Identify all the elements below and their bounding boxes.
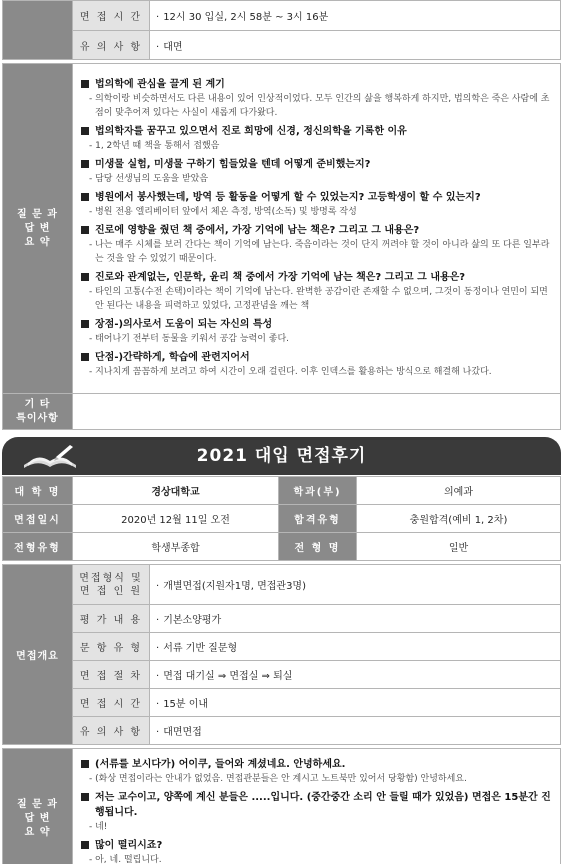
- qa-item: [81, 124, 552, 153]
- qa-label-line: 질 문 과: [17, 798, 58, 810]
- answer: - 지나치게 꼼꼼하게 보려고 하여 시간이 오래 걸린다. 이후 인덱스를 활용하는 방식으로 해결해 나갔다.: [81, 365, 552, 379]
- value-evaluation: · 기본소양평가: [150, 605, 561, 633]
- label-line: 면접형식 및: [79, 572, 143, 584]
- question: 단점-)간략하게, 학습에 관련지어서: [95, 351, 250, 363]
- value-precautions: · 대면면접: [150, 717, 561, 745]
- question: 미생물 실험, 미생물 구하기 힘들었을 텐데 어떻게 준비했는지?: [95, 158, 371, 170]
- qa-label: [3, 64, 73, 394]
- value-interview-date: 2020년 12월 11일 오전: [73, 505, 279, 533]
- answer: - 아, 네. 떨립니다.: [81, 853, 552, 864]
- qa-item: [81, 270, 552, 313]
- question: 법의학에 관심을 끌게 된 계기: [95, 78, 225, 90]
- qa-item: [81, 190, 552, 219]
- qa-label-line: 답 변: [24, 812, 51, 824]
- info-table: [2, 476, 561, 561]
- answer: - 의학이랑 비슷하면서도 다른 내용이 있어 인상적이었다. 모두 인간의 삶을 행복하게 하지만, 법의학은 죽은 사람에 초점이 맞추어져 있다는 사실이 새롭게 다가왔다.: [81, 92, 552, 120]
- answer: - 병원 전용 엘리베이터 앞에서 체온 측정, 방역(소독) 및 방명록 작성: [81, 205, 552, 219]
- title-banner: [2, 437, 561, 475]
- etc-value: [73, 394, 561, 430]
- question: 장점-)의사로서 도움이 되는 자신의 특성: [95, 318, 273, 330]
- answer: - (화상 면접이라는 안내가 없었음. 면접관분들은 안 계시고 노트북만 있어서 당황함) 안녕하세요.: [81, 772, 552, 786]
- label-university: 대 학 명: [3, 477, 73, 505]
- question: (서류를 보시다가) 어이쿠, 들어와 계셨네요. 안녕하세요.: [95, 759, 346, 770]
- question: 저는 교수이고, 양쪽에 계신 분들은 .....입니다. (중간중간 소리 안 들릴 때가 있었음) 면접은 15분간 진행됩니다.: [95, 792, 551, 818]
- etc-label: [3, 394, 73, 430]
- etc-label-line: 기 타: [24, 398, 51, 410]
- value-department: 의예과: [357, 477, 561, 505]
- top-info-table: [2, 0, 561, 60]
- square-bullet-icon: [81, 193, 89, 201]
- answer: - 담당 선생님의 도움을 받았음: [81, 172, 552, 186]
- overview-table: [2, 564, 561, 745]
- label-question-type: 문 항 유 형: [73, 633, 150, 661]
- value-interview-time: · 12시 30 입실, 2시 58분 ~ 3시 16분: [150, 1, 561, 31]
- qa-label-line: 요 약: [24, 826, 51, 838]
- label-admission-result: 합격유형: [279, 505, 357, 533]
- square-bullet-icon: [81, 127, 89, 135]
- qa-item: [81, 77, 552, 120]
- answer: - 태어나기 전부터 동물을 키워서 공감 능력이 좋다.: [81, 332, 552, 346]
- question: 법의학자를 꿈꾸고 있으면서 진로 희망에 신경, 정신의학을 기록한 이유: [95, 125, 407, 137]
- qa-item: [81, 790, 552, 834]
- label-interview-date: 면접일시: [3, 505, 73, 533]
- value-university: 경상대학교: [73, 477, 279, 505]
- qa-item: [81, 157, 552, 186]
- qa-label: [3, 749, 73, 864]
- etc-label-line: 특이사항: [16, 412, 59, 424]
- bottom-qa-table: [2, 748, 561, 864]
- answer: - 타인의 고통(수전 손택)이라는 책이 기억에 남는다. 완벽한 공감이란 존재할 수 없으며, 그것이 동정이나 연민이 되면 안 된다는 내용을 피력하고 있었다, 고정관념을 깨는 책: [81, 285, 552, 313]
- value-question-type: · 서류 기반 질문형: [150, 633, 561, 661]
- qa-item: [81, 317, 552, 346]
- overview-label: 면접개요: [3, 565, 73, 745]
- top-qa-table: [2, 63, 561, 430]
- label-line: 면 접 인 원: [79, 585, 143, 597]
- label-admission-type: 전형유형: [3, 533, 73, 561]
- label-evaluation: 평 가 내 용: [73, 605, 150, 633]
- square-bullet-icon: [81, 353, 89, 361]
- value-admission-type: 학생부종합: [73, 533, 279, 561]
- question: 병원에서 봉사했는데, 방역 등 활동을 어떻게 할 수 있었는지? 고등학생이 할 수 있는지?: [95, 191, 481, 203]
- qa-content: [73, 64, 561, 394]
- value-interview-format: · 개별면접(지원자1명, 면접관3명): [150, 565, 561, 605]
- qa-label-line: 답 변: [24, 222, 51, 234]
- label-department: 학과(부): [279, 477, 357, 505]
- square-bullet-icon: [81, 226, 89, 234]
- label-track: 전 형 명: [279, 533, 357, 561]
- answer: - 네!: [81, 820, 552, 834]
- square-bullet-icon: [81, 80, 89, 88]
- qa-item: [81, 223, 552, 266]
- square-bullet-icon: [81, 160, 89, 168]
- qa-item: [81, 838, 552, 864]
- answer: - 1, 2학년 때 책을 통해서 접했음: [81, 139, 552, 153]
- square-bullet-icon: [81, 320, 89, 328]
- square-bullet-icon: [81, 793, 89, 801]
- question: 진로와 관계없는, 인문학, 윤리 책 중에서 가장 기억에 남는 책은? 그리고 그 내용은?: [95, 271, 466, 283]
- qa-content: [73, 749, 561, 864]
- square-bullet-icon: [81, 841, 89, 849]
- qa-label-line: 질 문 과: [17, 208, 58, 220]
- question: 진로에 영향을 줬던 책 중에서, 가장 기억에 남는 책은? 그리고 그 내용은?: [95, 224, 420, 236]
- qa-item: [81, 350, 552, 379]
- banner-title: 2021 대입 면접후기: [196, 446, 367, 466]
- label-procedure: 면 접 절 차: [73, 661, 150, 689]
- square-bullet-icon: [81, 760, 89, 768]
- label-interview-time: 면 접 시 간: [73, 1, 150, 31]
- value-track: 일반: [357, 533, 561, 561]
- top-left-blank: [3, 1, 73, 60]
- square-bullet-icon: [81, 273, 89, 281]
- label-notes: 유 의 사 항: [73, 31, 150, 60]
- value-interview-duration: · 15분 이내: [150, 689, 561, 717]
- info-section: [2, 476, 561, 864]
- label-precautions: 유 의 사 항: [73, 717, 150, 745]
- answer: - 나는 매주 시체를 보러 간다는 책이 기억에 남는다. 죽음이라는 것이 단지 꺼려야 할 것이 아니라 삶의 또 다른 일부라는 것을 알 수 있었기 때문이다.: [81, 238, 552, 266]
- qa-item: [81, 757, 552, 786]
- qa-label-line: 요 약: [24, 236, 51, 248]
- label-interview-format: [73, 565, 150, 605]
- label-interview-duration: 면 접 시 간: [73, 689, 150, 717]
- value-admission-result: 충원합격(예비 1, 2차): [357, 505, 561, 533]
- question: 많이 떨리시죠?: [95, 840, 163, 851]
- value-notes: · 대면: [150, 31, 561, 60]
- value-procedure: · 면접 대기실 ⇒ 면접실 ⇒ 퇴실: [150, 661, 561, 689]
- top-section: [2, 0, 561, 430]
